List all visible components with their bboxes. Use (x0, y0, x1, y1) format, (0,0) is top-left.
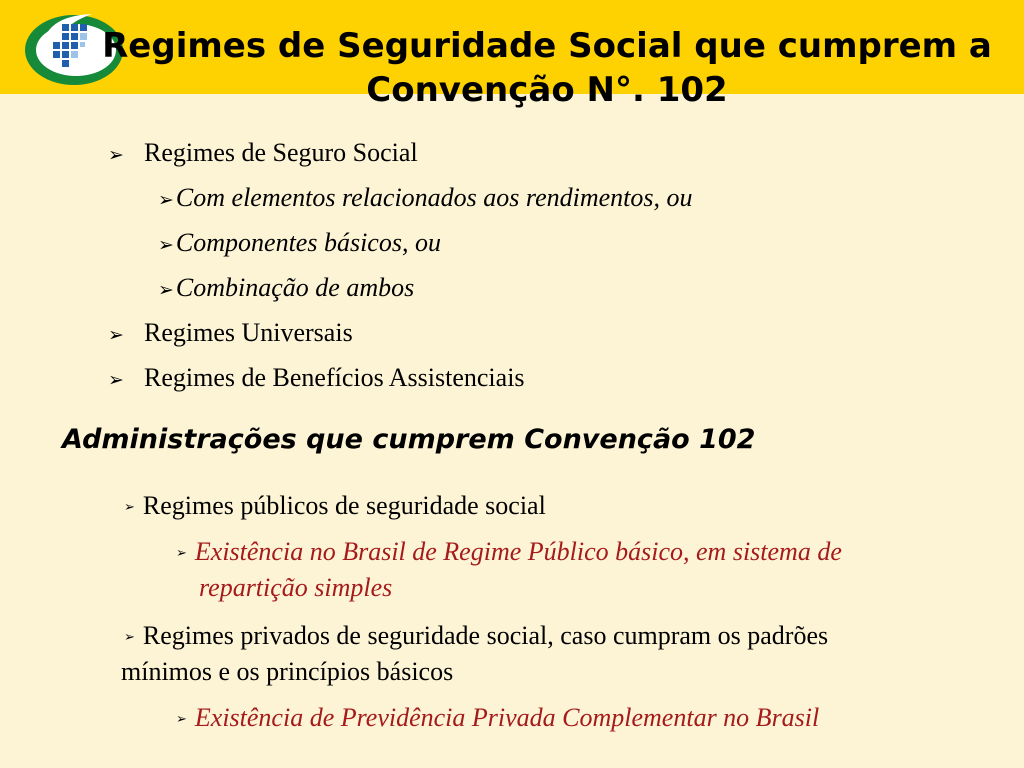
bullet-text: Regimes privados de seguridade social, caso cumpram os padrões (142, 621, 829, 650)
sub-bullet-text: Componentes básicos, ou (175, 228, 441, 257)
title-line-2: Convenção N°. 102 (366, 70, 728, 110)
arrow-right-icon: ➢ (158, 279, 174, 301)
sub-bullet-item (158, 183, 693, 215)
sub-bullet-text: Existência no Brasil de Regime Público básico, em sistema de (194, 537, 842, 566)
arrow-right-icon: ➢ (124, 500, 135, 515)
arrow-right-icon: ➢ (108, 144, 124, 166)
sub-bullet-item (158, 228, 441, 260)
arrow-right-icon: ➢ (158, 189, 174, 211)
arrow-right-icon: ➢ (108, 324, 124, 346)
sub-bullet-text: Com elementos relacionados aos rendimentos, ou (175, 183, 693, 212)
bullet-text: Regimes de Seguro Social (144, 138, 418, 167)
bullet-text: mínimos e os princípios básicos (121, 657, 454, 686)
bullet-item (108, 363, 525, 395)
bullet-item (108, 138, 418, 170)
sub-bullet-text: Existência de Previdência Privada Complementar no Brasil (194, 703, 820, 732)
bullet-text: Regimes públicos de seguridade social (142, 491, 546, 520)
bullet-text: Regimes de Benefícios Assistenciais (144, 363, 525, 392)
bullet-item (124, 488, 546, 526)
arrow-right-icon: ➢ (176, 712, 187, 727)
arrow-right-icon: ➢ (124, 630, 135, 645)
bullet-continuation (121, 654, 453, 690)
section-heading: Administrações que cumprem Convenção 102 (62, 424, 756, 455)
bullet-text: Regimes Universais (144, 318, 353, 347)
sub-bullet-item (176, 700, 819, 738)
bullet-item (124, 618, 828, 656)
arrow-right-icon: ➢ (176, 546, 187, 561)
sub-bullet-item (176, 534, 842, 572)
sub-bullet-continuation (199, 570, 392, 606)
sub-bullet-item (158, 273, 414, 305)
arrow-right-icon: ➢ (108, 369, 124, 391)
sub-bullet-text: repartição simples (199, 573, 393, 602)
title-line-1: Regimes de Seguridade Social que cumprem a (102, 26, 992, 66)
bullet-item (108, 318, 353, 350)
sub-bullet-text: Combinação de ambos (175, 273, 415, 302)
page-title (70, 24, 1024, 112)
arrow-right-icon: ➢ (158, 234, 174, 256)
